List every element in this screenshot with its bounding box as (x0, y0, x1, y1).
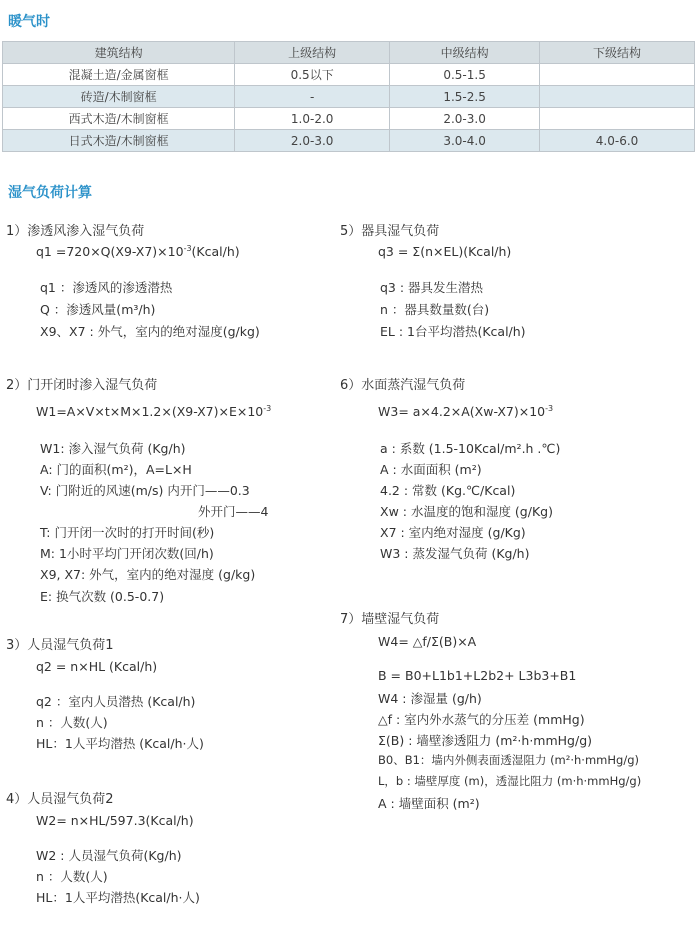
table-row (3, 86, 695, 108)
formula: q2 = n×HL (Kcal/h) (36, 659, 158, 674)
formula-exponent: -3 (263, 404, 272, 413)
table-cell (540, 86, 695, 108)
definition-line: X9, X7: 外气，室内的绝对湿度 (g/kg) (40, 567, 256, 582)
definition-line: E: 换气次数 (0.5-0.7) (40, 589, 165, 604)
section-heading-moisture: 湿气负荷计算 (8, 185, 92, 201)
table-cell (540, 64, 695, 86)
table-row (3, 64, 695, 86)
table-cell: 3.0-4.0 (390, 130, 540, 152)
section-title: 7）墙壁湿气负荷 (340, 612, 440, 627)
table-cell: 2.0-3.0 (235, 130, 390, 152)
definition-line: Xw : 水温度的饱和湿度 (g/Kg) (380, 504, 553, 519)
definition-line: 外开门——4 (198, 504, 269, 519)
table-cell: 西式木造/木制窗框 (3, 108, 235, 130)
definition-line: Q ：渗透风量(m³/h) (40, 302, 156, 317)
table-row (3, 130, 695, 152)
definition-line: 4.2 : 常数 (Kg.℃/Kcal) (380, 483, 516, 498)
table-cell: 日式木造/木制窗框 (3, 130, 235, 152)
section-heading-heating: 暖气时 (8, 14, 50, 30)
definition-line: A : 墙壁面积 (m²) (378, 796, 480, 811)
definition-line: n ：人数(人) (36, 869, 108, 884)
table-cell: 混凝土造/金属窗框 (3, 64, 235, 86)
table-row (3, 108, 695, 130)
definition-line: B0、B1：墙内外侧表面透湿阻力 (m²·h·mmHg/g) (378, 753, 639, 767)
table-header-cell: 中级结构 (390, 42, 540, 64)
definition-line: a : 系数 (1.5-10Kcal/m².h .℃) (380, 441, 561, 456)
table-cell: 1.0-2.0 (235, 108, 390, 130)
formula-text: W1=A×V×t×M×1.2×(X9-X7)×E×10 (36, 404, 264, 420)
definition-line: X7 : 室内绝对湿度 (g/Kg) (380, 525, 526, 540)
section-title: 2）门开闭时渗入湿气负荷 (6, 378, 158, 393)
definition-line: △f : 室内外水蒸气的分压差 (mmHg) (378, 712, 585, 727)
section-title: 4）人员湿气负荷2 (6, 792, 114, 807)
table-header-cell: 上级结构 (235, 42, 390, 64)
table-cell: - (235, 86, 390, 108)
formula-exponent: -3 (183, 244, 192, 253)
definition-line: n ：器具数量数(台) (380, 302, 490, 317)
formula (378, 404, 553, 419)
section-title: 5）器具湿气负荷 (340, 224, 440, 239)
formula-exponent: -3 (545, 404, 554, 413)
definition-line: A: 门的面积(m²)，A=L×H (40, 462, 192, 477)
table-cell: 2.0-3.0 (390, 108, 540, 130)
section-title: 6）水面蒸汽湿气负荷 (340, 378, 466, 393)
definition-line: M: 1小时平均门开闭次数(回/h) (40, 546, 214, 561)
table-header-row (3, 42, 695, 64)
definition-line: EL : 1台平均潜热(Kcal/h) (380, 324, 526, 339)
definition-line: Σ(B) : 墙壁渗透阻力 (m²·h·mmHg/g) (378, 733, 593, 748)
section-title: 1）渗透风渗入湿气负荷 (6, 224, 145, 239)
table-header-cell: 下级结构 (540, 42, 695, 64)
table-cell: 0.5以下 (235, 64, 390, 86)
definition-line: X9、X7 : 外气，室内的绝对湿度(g/kg) (40, 324, 260, 339)
definition-line: HL：1人平均潜热 (Kcal/h·人) (36, 736, 204, 751)
definition-line: W1: 渗入湿气负荷 (Kg/h) (40, 441, 186, 456)
formula-text: q1 =720×Q(X9-X7)×10 (36, 244, 184, 260)
formula (36, 404, 271, 419)
table-cell (540, 108, 695, 130)
formula-text: W3= a×4.2×A(Xw-X7)×10 (378, 404, 546, 420)
table-cell: 4.0-6.0 (540, 130, 695, 152)
definition-line: q1 ：渗透风的渗透潜热 (40, 280, 173, 295)
definition-line: HL：1人平均潜热(Kcal/h·人) (36, 890, 200, 905)
definition-line: A : 水面面积 (m²) (380, 462, 482, 477)
formula (36, 244, 240, 259)
table-cell: 0.5-1.5 (390, 64, 540, 86)
section-title: 3）人员湿气负荷1 (6, 638, 114, 653)
definition-line: W3 : 蒸发湿气负荷 (Kg/h) (380, 546, 530, 561)
definition-line: q3 : 器具发生潜热 (380, 280, 484, 295)
definition-line: T: 门开闭一次时的打开时间(秒) (40, 525, 215, 540)
definition-line: q2 ：室内人员潜热 (Kcal/h) (36, 694, 196, 709)
definition-line: B = B0+L1b1+L2b2+ L3b3+B1 (378, 668, 577, 683)
formula: q3 = Σ(n×EL)(Kcal/h) (378, 244, 512, 259)
definition-line: V: 门附近的风速(m/s) 内开门——0.3 (40, 483, 250, 498)
definition-line: n ：人数(人) (36, 715, 108, 730)
formula: W2= n×HL/597.3(Kcal/h) (36, 813, 194, 828)
formula: W4= △f/Σ(B)×A (378, 634, 477, 649)
definition-line: W4 : 渗湿量 (g/h) (378, 691, 482, 706)
table-cell: 1.5-2.5 (390, 86, 540, 108)
table-header-cell: 建筑结构 (3, 42, 235, 64)
structure-table (2, 41, 695, 152)
definition-line: W2 : 人员湿气负荷(Kg/h) (36, 848, 182, 863)
formula-tail: (Kcal/h) (191, 244, 240, 260)
definition-line: L，b : 墙壁厚度 (m)，透湿比阻力 (m·h·mmHg/g) (378, 774, 642, 788)
table-cell: 砖造/木制窗框 (3, 86, 235, 108)
